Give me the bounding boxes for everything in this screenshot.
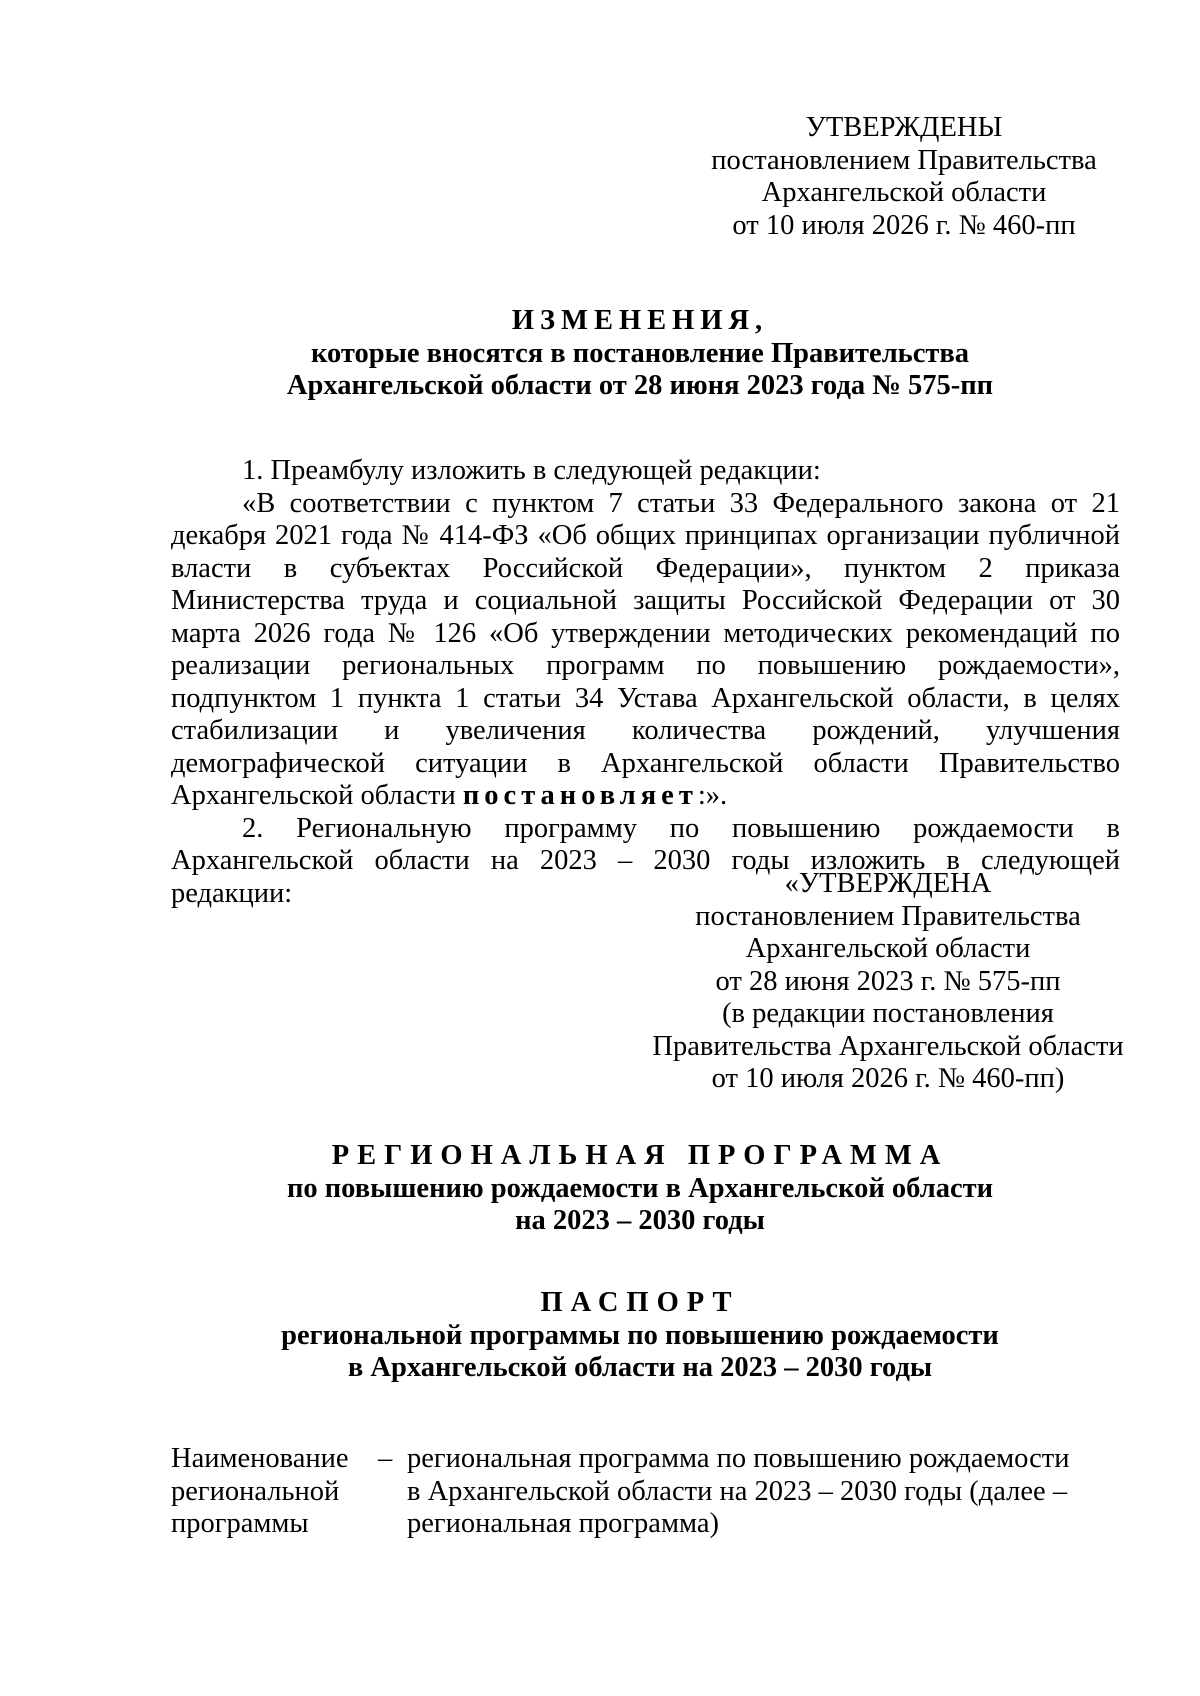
paragraph-item-2: 2. Региональную программу по повышению рождаемости в Архангельской области на 2023 – 2030 годы изложить в следующей редакции: — [171, 812, 1120, 909]
passport-label-line: программы — [171, 1508, 309, 1539]
approval-line: постановлением Правительства — [711, 144, 1097, 176]
changes-subtitle-line: Архангельской области от 28 июня 2023 года № 575-пп — [286, 370, 994, 401]
passport-field-label — [171, 1443, 371, 1541]
passport-field-value — [407, 1443, 1120, 1541]
approval-line: (в редакции постановления — [722, 998, 1054, 1029]
program-subtitle-line: по повышению рождаемости в Архангельской области — [286, 1172, 994, 1204]
preamble-text: «В соответствии с пунктом 7 статьи 33 Федерального закона от 21 декабря 2021 года № 414-ФЗ «Об общих принципах организации публичной власти в субъектах Российской Федерации», пунктом 2 приказа Министерства труда и социальной защиты Российской Федерации от 30 марта 2026 года № 126 «Об утверждении методических рекомендаций по реализации региональных программ по повышению рождаемости», подпунктом 1 пункта 1 статьи 34 Устава Архангельской области, в целях стабилизации и увеличения количества рождений, улучшения демографической ситуации в Архангельской области Правительство Архангельской области — [171, 487, 1120, 811]
approval-line: Архангельской области — [761, 177, 1047, 208]
program-subtitle-line: на 2023 – 2030 годы — [515, 1205, 765, 1236]
program-title: РЕГИОНАЛЬНАЯ ПРОГРАММА — [331, 1140, 949, 1171]
approval-line: Правительства Архангельской области — [652, 1030, 1124, 1062]
changes-heading — [160, 305, 1120, 403]
preamble-resolves: постановляет — [462, 780, 698, 811]
changes-subtitle-line: которые вносятся в постановление Правительства — [310, 337, 970, 369]
document-body — [171, 455, 1120, 910]
paragraph-item-1: 1. Преамбулу изложить в следующей редакции: — [242, 455, 821, 486]
program-heading — [160, 1140, 1120, 1238]
passport-value-line: региональная программа по повышению рождаемости — [407, 1443, 1070, 1474]
passport-label-line: Наименование — [171, 1443, 349, 1474]
changes-title: ИЗМЕНЕНИЯ, — [511, 305, 769, 336]
passport-label-line: региональной — [171, 1475, 340, 1507]
approval-stamp-top — [704, 112, 1104, 242]
approval-title: УТВЕРЖДЕНЫ — [805, 112, 1003, 143]
passport-value-line: в Архангельской области на 2023 – 2030 годы (далее – — [407, 1475, 1068, 1507]
preamble-end: :». — [697, 780, 728, 811]
passport-heading — [160, 1287, 1120, 1385]
approval-date: от 10 июля 2026 г. № 460-пп) — [711, 1063, 1065, 1094]
paragraph-preamble-quote — [171, 488, 1120, 813]
passport-value-line: региональная программа) — [407, 1508, 719, 1539]
approval-stamp-program — [638, 868, 1138, 1096]
approval-line: Архангельской области — [745, 933, 1031, 964]
approval-date: от 28 июня 2023 г. № 575-пп — [715, 965, 1061, 997]
passport-title: ПАСПОРТ — [540, 1287, 740, 1318]
approval-date: от 10 июля 2026 г. № 460-пп — [732, 209, 1076, 241]
passport-subtitle-line: региональной программы по повышению рождаемости — [281, 1319, 999, 1351]
passport-dash: – — [378, 1443, 393, 1474]
approval-line: постановлением Правительства — [695, 900, 1081, 932]
approval-title: «УТВЕРЖДЕНА — [784, 868, 992, 899]
passport-row-name — [171, 1443, 1120, 1563]
passport-subtitle-line: в Архангельской области на 2023 – 2030 годы — [347, 1352, 933, 1383]
